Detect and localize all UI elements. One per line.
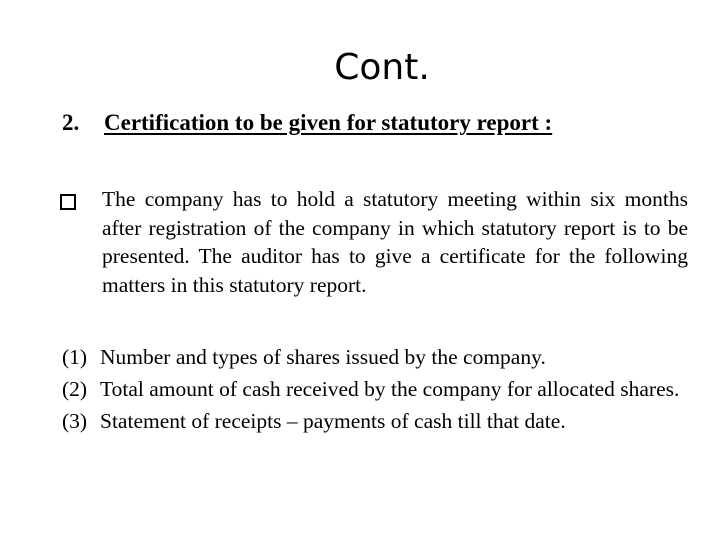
list-item-text: Total amount of cash received by the company for allocated shares. [100, 377, 680, 401]
list-item-text: Statement of receipts – payments of cash till that date. [100, 409, 566, 433]
list-item [62, 374, 702, 404]
list-item-text: Number and types of shares issued by the company. [100, 345, 546, 369]
list-item [62, 406, 702, 436]
heading-number: 2. [62, 110, 80, 135]
checkbox-bullet-icon [60, 194, 76, 210]
heading-text: Certification to be given for statutory report : [104, 110, 553, 135]
bullet-paragraph [60, 185, 688, 299]
list-item-number: (3) [62, 409, 88, 433]
bullet-text: The company has to hold a statutory meeting within six months after registration of the company in which statutory report is to be presented. The auditor has to give a certificate for the following matters in this statutory report. [102, 187, 688, 297]
list-item-number: (2) [62, 377, 88, 401]
list-item-number: (1) [62, 345, 88, 369]
numbered-list [62, 342, 702, 438]
slide-title: Cont. [334, 47, 430, 88]
section-heading [62, 106, 552, 140]
list-item [62, 342, 702, 372]
